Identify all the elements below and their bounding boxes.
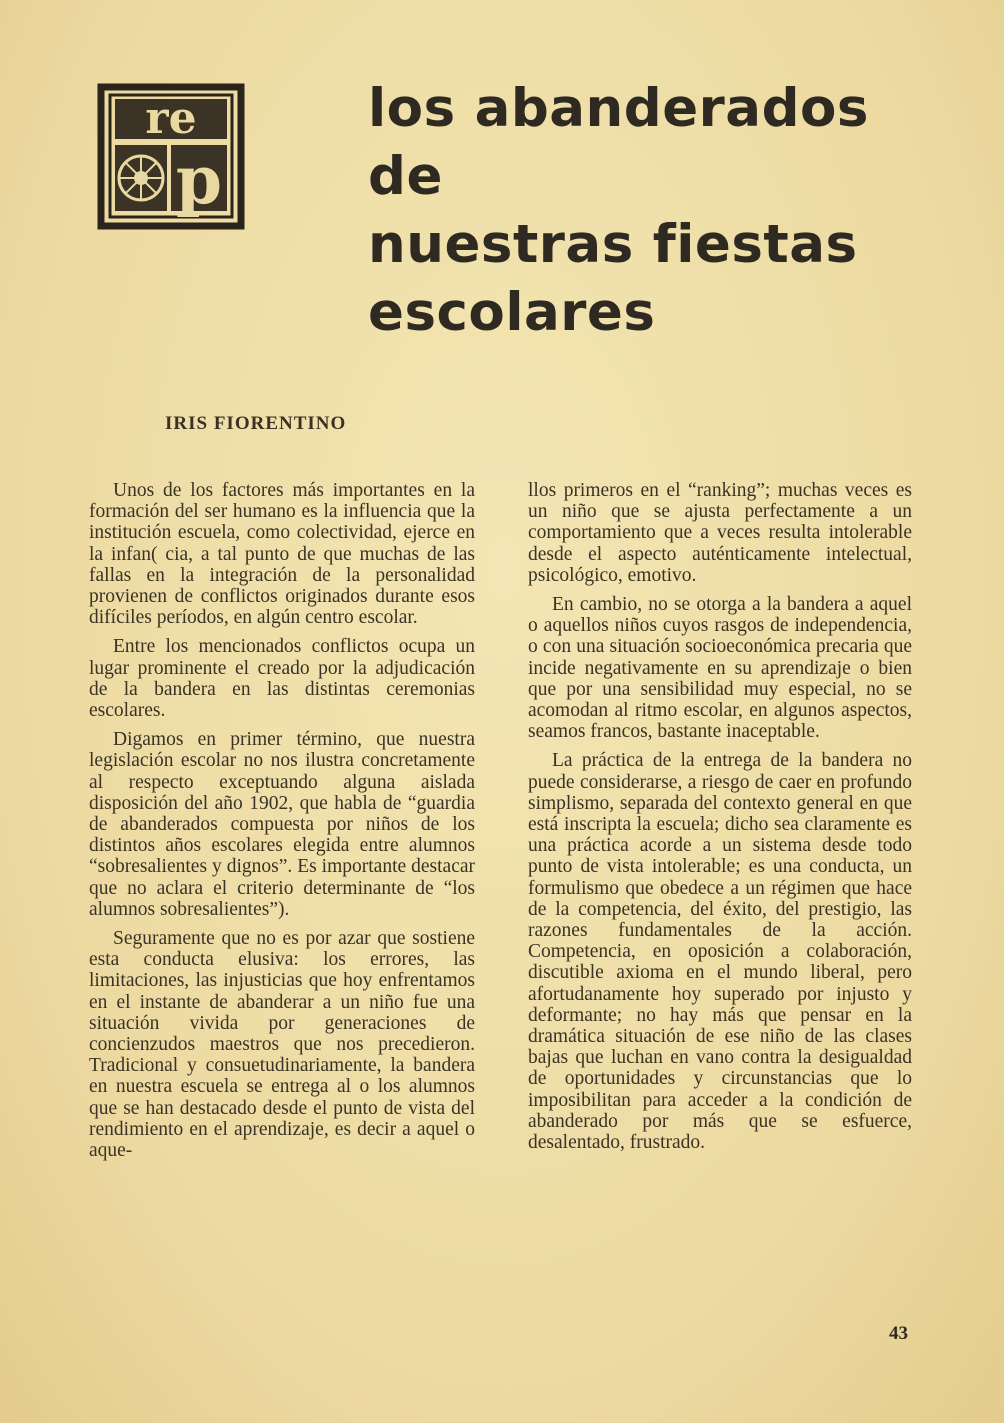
- left-column: [89, 480, 475, 1169]
- paragraph: En cambio, no se otorga a la bandera a aquel o aquellos niños cuyos rasgos de independencia, o con una situación socioeconómica precaria que incide negativamente en su aprendizaje o bien que por una sensibilidad muy especial, no se acomodan al ritmo escolar, en algunos aspectos, seamos francos, bastante inaceptable.: [528, 594, 912, 743]
- article-title: [368, 75, 928, 347]
- right-column: [528, 480, 912, 1161]
- paragraph: llos primeros en el “ranking”; muchas veces es un niño que se ajusta perfectamente a un comportamiento que a veces resulta intolerable desde el aspecto auténticamente intelectual, psicológico, emotivo.: [528, 480, 912, 586]
- title-line: de: [368, 146, 443, 207]
- paragraph: Entre los mencionados conflictos ocupa un lugar prominente el creado por la adjudicación de la bandera en las distintas ceremonias escolares.: [89, 636, 475, 722]
- logo-letters-top: re: [145, 93, 197, 144]
- paragraph: Unos de los factores más importantes en la formación del ser humano es la influencia que la institución escuela, como colectividad, ejerce en la infan( cia, a tal punto de que muchas de las fallas en la integración de la personalidad provienen de conflictos originados durante esos difíciles períodos, en algún centro escolar.: [89, 480, 475, 629]
- author-name: IRIS FIORENTINO: [165, 413, 347, 434]
- title-line: los abanderados: [368, 78, 869, 139]
- paragraph: Seguramente que no es por azar que sostiene esta conducta elusiva: los errores, las limitaciones, las injusticias que hoy enfrentamos en el instante de abanderar a un niño fue una situación vivida por generaciones de concienzudos maestros que nos precedieron. Tradicional y consuetudinariamente, la bandera en nuestra escuela se entrega al o los alumnos que se han destacado desde el punto de vista del rendimiento en el aprendizaje, es decir a aquel o aque-: [89, 928, 475, 1162]
- title-line: nuestras fiestas: [368, 214, 858, 275]
- title-line: escolares: [368, 282, 656, 343]
- page-number: 43: [889, 1323, 908, 1344]
- logo-letters-bottom: p: [175, 141, 223, 219]
- section-logo: [97, 83, 245, 230]
- paragraph: Digamos en primer término, que nuestra legislación escolar no nos ilustra concretamente al respecto exceptuando alguna aislada disposición del año 1902, que habla de “guardia de abanderados compuesta por niños de los distintos años escolares elegida entre alumnos “sobresalientes y dignos”. Es importante destacar que no aclara el criterio determinante de “los alumnos sobresalientes”).: [89, 729, 475, 920]
- paragraph: La práctica de la entrega de la bandera no puede considerarse, a riesgo de caer en profundo simplismo, separada del contexto general en que está inscripta la escuela; dicho sea claramente es una práctica acorde a un sistema desde todo punto de vista intolerable; es una conducta, un formulismo que obedece a un régimen que hace de la competencia, del éxito, del prestigio, las razones fundamentales de la acción. Competencia, en oposición a colaboración, discutible axioma en el mundo liberal, pero afortudanamente hoy superado por injusto y deformante; no hay más que pensar en la dramática situación de ese niño de las clases bajas que luchan en vano contra la desigualdad de oportunidades y circunstancias que lo imposibilitan para acceder a la condición de abanderado por más que se esfuerce, desalentado, frustrado.: [528, 750, 912, 1154]
